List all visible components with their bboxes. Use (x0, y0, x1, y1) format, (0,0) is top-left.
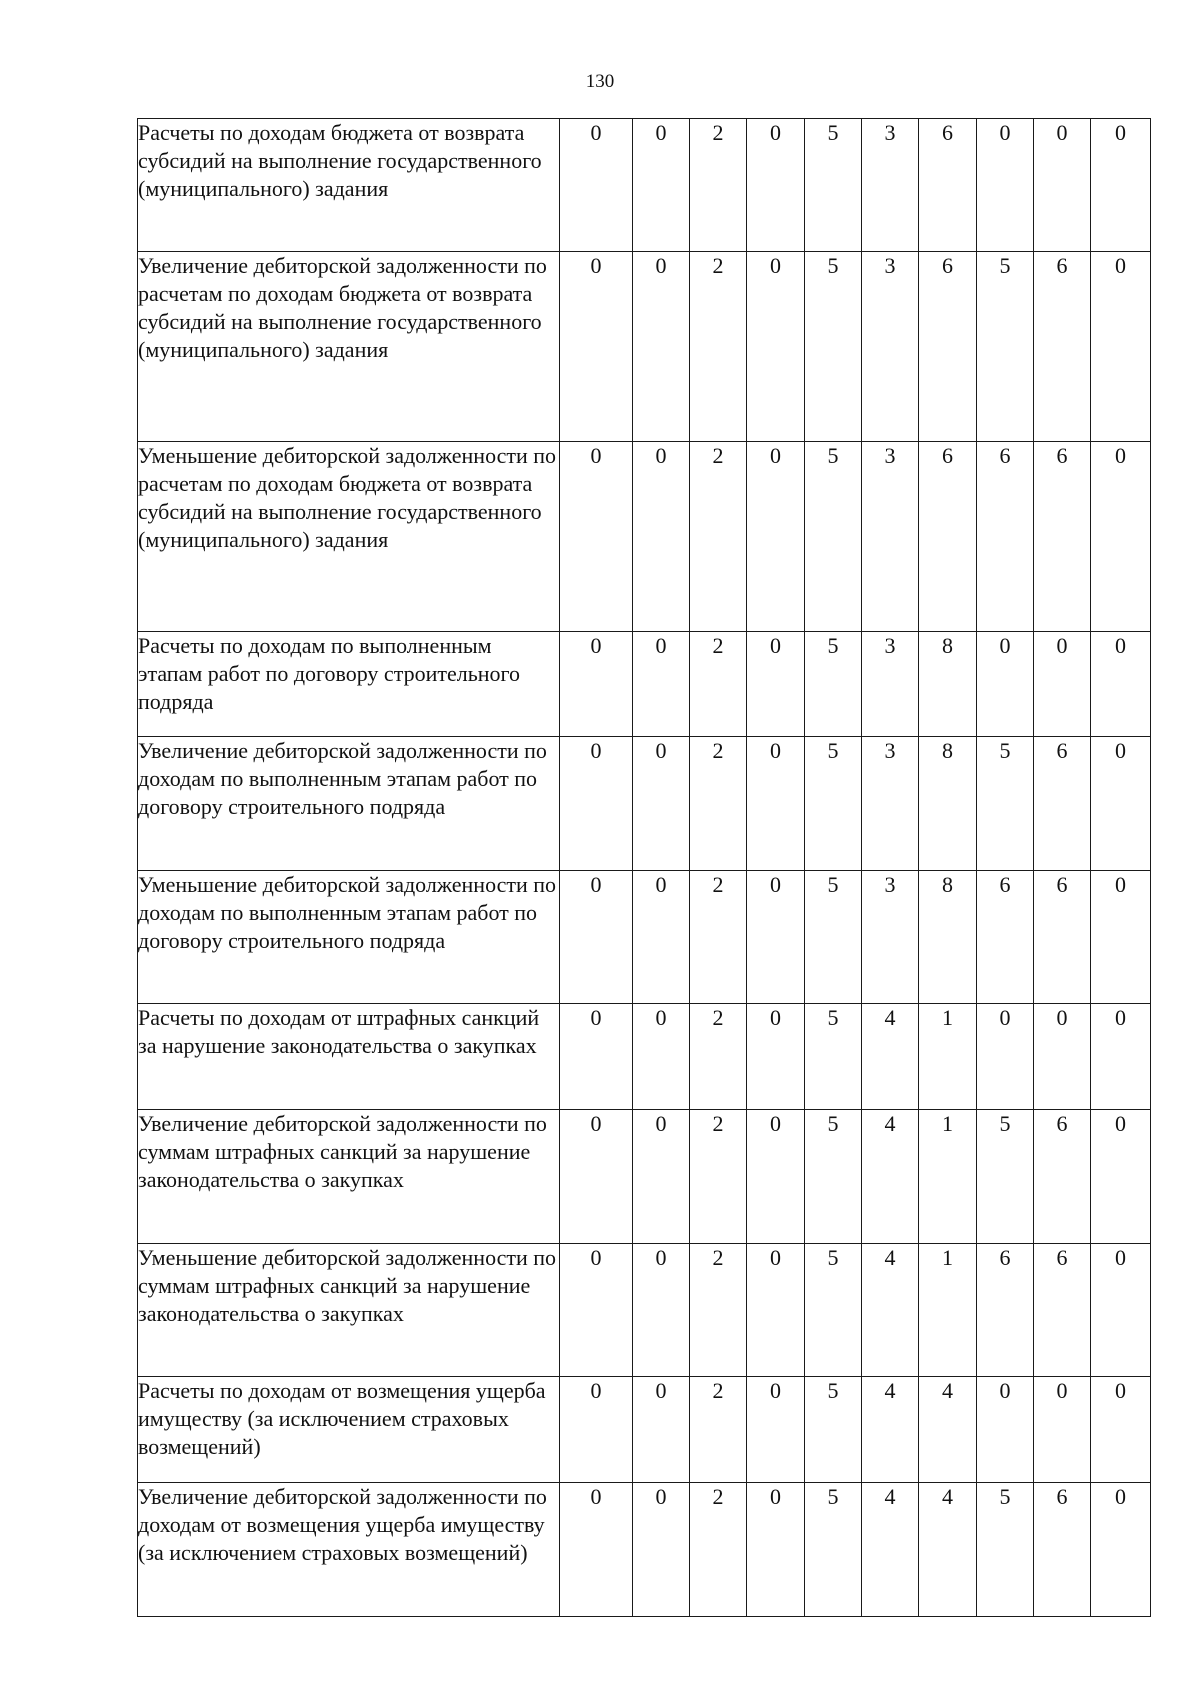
account-description: Увеличение дебиторской задолженности по доходам от возмещения ущерба имуществу (за исключением страховых возмещений) (138, 1483, 560, 1617)
account-code-digit: 6 (1034, 1110, 1091, 1244)
table-row (138, 737, 1151, 871)
account-code-digit: 0 (633, 1483, 690, 1617)
account-code-digit: 0 (560, 1244, 633, 1377)
account-code-digit: 2 (690, 1004, 747, 1110)
accounts-table (137, 118, 1151, 1617)
account-code-digit: 0 (977, 119, 1034, 252)
account-description: Расчеты по доходам по выполненным этапам работ по договору строительного подряда (138, 632, 560, 737)
account-code-digit: 0 (1034, 119, 1091, 252)
account-code-digit: 3 (862, 442, 919, 632)
table-row (138, 1110, 1151, 1244)
account-code-digit: 5 (977, 1110, 1034, 1244)
account-code-digit: 0 (633, 1004, 690, 1110)
account-code-digit: 6 (977, 442, 1034, 632)
table-row (138, 632, 1151, 737)
account-code-digit: 0 (747, 1004, 805, 1110)
account-code-digit: 0 (1091, 1483, 1151, 1617)
account-code-digit: 0 (560, 1377, 633, 1483)
table-row (138, 1483, 1151, 1617)
account-code-digit: 0 (1091, 871, 1151, 1004)
account-code-digit: 6 (1034, 871, 1091, 1004)
account-code-digit: 0 (747, 119, 805, 252)
account-code-digit: 3 (862, 119, 919, 252)
account-description: Увеличение дебиторской задолженности по суммам штрафных санкций за нарушение законодательства о закупках (138, 1110, 560, 1244)
account-code-digit: 8 (919, 737, 977, 871)
account-code-digit: 0 (633, 1244, 690, 1377)
account-code-digit: 4 (919, 1377, 977, 1483)
account-description: Увеличение дебиторской задолженности по доходам по выполненным этапам работ по договору строительного подряда (138, 737, 560, 871)
account-code-digit: 0 (633, 252, 690, 442)
table-row (138, 119, 1151, 252)
account-code-digit: 0 (560, 632, 633, 737)
account-code-digit: 0 (1091, 442, 1151, 632)
account-code-digit: 0 (747, 632, 805, 737)
account-code-digit: 0 (747, 1483, 805, 1617)
account-code-digit: 5 (977, 1483, 1034, 1617)
account-description: Увеличение дебиторской задолженности по расчетам по доходам бюджета от возврата субсидий на выполнение государственного (муниципального) задания (138, 252, 560, 442)
account-code-digit: 0 (560, 1110, 633, 1244)
account-code-digit: 0 (1091, 252, 1151, 442)
account-description: Расчеты по доходам от возмещения ущерба имуществу (за исключением страховых возмещений) (138, 1377, 560, 1483)
account-description: Уменьшение дебиторской задолженности по суммам штрафных санкций за нарушение законодательства о закупках (138, 1244, 560, 1377)
account-code-digit: 0 (747, 1110, 805, 1244)
account-code-digit: 0 (560, 737, 633, 871)
account-code-digit: 0 (560, 1483, 633, 1617)
account-code-digit: 4 (862, 1004, 919, 1110)
account-code-digit: 0 (977, 1377, 1034, 1483)
account-code-digit: 5 (805, 1110, 862, 1244)
account-code-digit: 5 (805, 871, 862, 1004)
account-code-digit: 3 (862, 737, 919, 871)
account-code-digit: 6 (919, 119, 977, 252)
account-code-digit: 0 (633, 632, 690, 737)
account-code-digit: 2 (690, 1483, 747, 1617)
account-code-digit: 0 (1091, 1004, 1151, 1110)
account-code-digit: 2 (690, 1244, 747, 1377)
table-row (138, 442, 1151, 632)
account-description: Расчеты по доходам от штрафных санкций за нарушение законодательства о закупках (138, 1004, 560, 1110)
account-code-digit: 5 (805, 632, 862, 737)
account-code-digit: 0 (1034, 1004, 1091, 1110)
account-code-digit: 6 (1034, 737, 1091, 871)
account-code-digit: 1 (919, 1244, 977, 1377)
account-code-digit: 0 (633, 1110, 690, 1244)
account-code-digit: 6 (977, 871, 1034, 1004)
account-code-digit: 2 (690, 442, 747, 632)
account-code-digit: 5 (805, 1004, 862, 1110)
account-code-digit: 0 (1034, 1377, 1091, 1483)
account-code-digit: 5 (805, 1244, 862, 1377)
account-code-digit: 0 (747, 1244, 805, 1377)
account-code-digit: 0 (560, 252, 633, 442)
account-code-digit: 0 (977, 1004, 1034, 1110)
account-code-digit: 0 (560, 442, 633, 632)
account-code-digit: 2 (690, 871, 747, 1004)
account-description: Расчеты по доходам бюджета от возврата субсидий на выполнение государственного (муниципального) задания (138, 119, 560, 252)
account-code-digit: 4 (862, 1483, 919, 1617)
account-code-digit: 6 (977, 1244, 1034, 1377)
account-code-digit: 5 (805, 442, 862, 632)
account-code-digit: 6 (1034, 1244, 1091, 1377)
account-code-digit: 0 (1091, 1110, 1151, 1244)
account-code-digit: 0 (747, 442, 805, 632)
account-code-digit: 2 (690, 632, 747, 737)
account-code-digit: 0 (1091, 632, 1151, 737)
account-code-digit: 5 (977, 737, 1034, 871)
account-code-digit: 2 (690, 252, 747, 442)
table-row (138, 1377, 1151, 1483)
account-code-digit: 6 (919, 442, 977, 632)
account-code-digit: 3 (862, 632, 919, 737)
table-row (138, 252, 1151, 442)
account-code-digit: 5 (805, 119, 862, 252)
account-code-digit: 5 (805, 1377, 862, 1483)
account-code-digit: 0 (1034, 632, 1091, 737)
page-number: 130 (585, 71, 615, 92)
account-code-digit: 6 (919, 252, 977, 442)
account-code-digit: 5 (977, 252, 1034, 442)
account-code-digit: 0 (747, 871, 805, 1004)
account-description: Уменьшение дебиторской задолженности по расчетам по доходам бюджета от возврата субсидий на выполнение государственного (муниципального) задания (138, 442, 560, 632)
account-code-digit: 0 (747, 252, 805, 442)
account-code-digit: 8 (919, 871, 977, 1004)
account-code-digit: 3 (862, 871, 919, 1004)
account-code-digit: 1 (919, 1110, 977, 1244)
account-code-digit: 0 (747, 1377, 805, 1483)
account-code-digit: 4 (862, 1244, 919, 1377)
account-code-digit: 3 (862, 252, 919, 442)
account-code-digit: 6 (1034, 442, 1091, 632)
account-code-digit: 2 (690, 737, 747, 871)
table-row (138, 1244, 1151, 1377)
table-row (138, 1004, 1151, 1110)
account-code-digit: 0 (1091, 1244, 1151, 1377)
account-code-digit: 0 (633, 119, 690, 252)
account-code-digit: 4 (919, 1483, 977, 1617)
account-code-digit: 0 (633, 442, 690, 632)
account-code-digit: 2 (690, 1110, 747, 1244)
account-code-digit: 0 (633, 737, 690, 871)
account-code-digit: 0 (633, 871, 690, 1004)
account-code-digit: 5 (805, 252, 862, 442)
account-code-digit: 5 (805, 1483, 862, 1617)
account-code-digit: 0 (560, 1004, 633, 1110)
table-row (138, 871, 1151, 1004)
account-code-digit: 2 (690, 1377, 747, 1483)
account-code-digit: 6 (1034, 252, 1091, 442)
account-code-digit: 0 (560, 871, 633, 1004)
account-code-digit: 4 (862, 1377, 919, 1483)
account-code-digit: 0 (1091, 737, 1151, 871)
account-description: Уменьшение дебиторской задолженности по доходам по выполненным этапам работ по договору строительного подряда (138, 871, 560, 1004)
account-code-digit: 0 (977, 632, 1034, 737)
account-code-digit: 2 (690, 119, 747, 252)
account-code-digit: 1 (919, 1004, 977, 1110)
account-code-digit: 5 (805, 737, 862, 871)
account-code-digit: 0 (560, 119, 633, 252)
account-code-digit: 6 (1034, 1483, 1091, 1617)
account-code-digit: 4 (862, 1110, 919, 1244)
account-code-digit: 0 (747, 737, 805, 871)
account-code-digit: 0 (1091, 119, 1151, 252)
account-code-digit: 0 (633, 1377, 690, 1483)
account-code-digit: 0 (1091, 1377, 1151, 1483)
account-code-digit: 8 (919, 632, 977, 737)
